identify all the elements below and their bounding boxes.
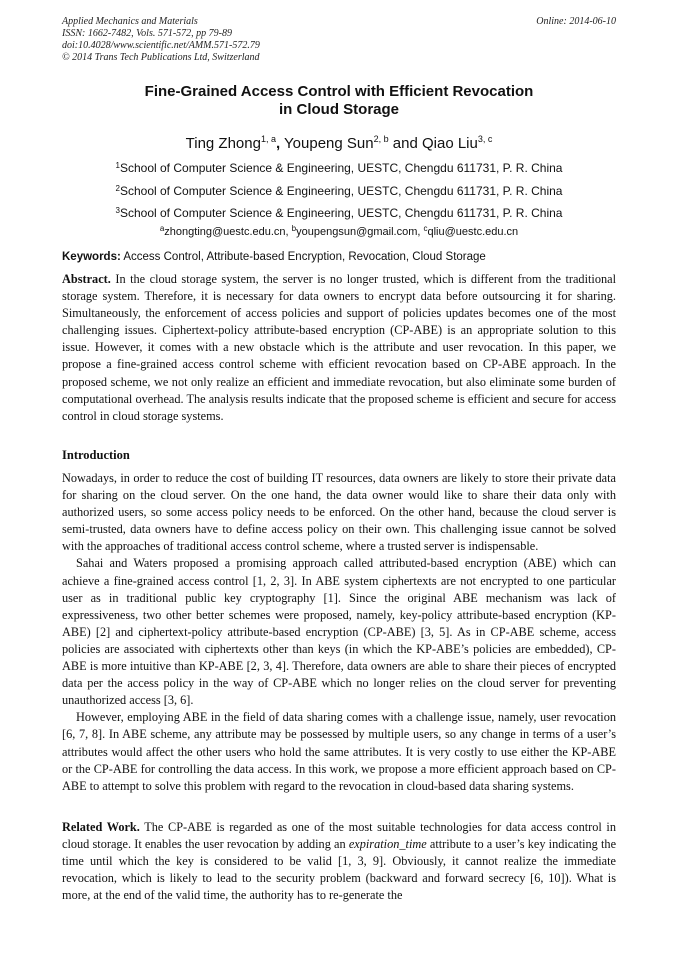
author-separator: , (275, 135, 281, 152)
author-name: Youpeng Sun (284, 135, 374, 152)
abstract-paragraph (62, 271, 616, 425)
intro-paragraph-3: However, employing ABE in the field of data sharing comes with a challenge issue, namely, user revocation [6, 7, 8]. In ABE scheme, any attribute may be possessed by multiple users, so any change in terms of a user’s attributes would affect the other users who hold the same attributes. It is very costly to use either the KP-ABE or the CP-ABE for controlling the data access. In this work, we propose a more efficient approach based on CP-ABE to attempt to solve this problem with regard to the revocation in cloud-based data sharing systems. (62, 710, 616, 793)
issn-line: ISSN: 1662-7482, Vols. 571-572, pp 79-89 (62, 28, 232, 39)
affiliation-line (72, 156, 606, 179)
author-list (72, 130, 606, 153)
author-name: Qiao Liu (421, 135, 478, 152)
email-marker: a (159, 224, 165, 233)
author-name: Ting Zhong (185, 135, 261, 152)
affiliation-list (72, 156, 606, 224)
related-work-label: Related Work. (62, 820, 140, 834)
email-address[interactable]: zhongting@uestc.edu.cn (164, 226, 286, 238)
journal-masthead (62, 16, 616, 64)
keywords-label: Keywords: (62, 251, 121, 263)
journal-name: Applied Mechanics and Materials (62, 16, 198, 27)
affiliation-line (72, 179, 606, 202)
related-work-italic-term: expiration_time (348, 837, 427, 852)
introduction-heading: Introduction (62, 448, 130, 462)
related-work-text-a: The CP-ABE is regarded as one of the most suitable technologies for data access control in cloud storage. It enables the user revocation by adding an (62, 820, 616, 852)
introduction-section (62, 470, 616, 795)
related-work-text-b: attribute to a user’s key indicating the time until which the key is considered to be valid [1, 3, 9]. Obviously, it cannot realize the immediate revocation, which is likely to lead to the security problem (backward and forward secrecy [6, 10]). What is more, at the end of the valid time, the authority has to re-generate the (62, 837, 617, 903)
email-marker: b (291, 224, 297, 233)
related-work-section (62, 819, 616, 904)
email-marker: c (423, 224, 428, 233)
intro-paragraph-2: Sahai and Waters proposed a promising approach called attributed-based encryption (ABE) which can achieve a fine-grained access control [1, 2, 3]. In ABE system ciphertexts are not encrypted to one particular user as in traditional public key cryptography [1]. Since the original ABE mechanism was lack of expressiveness, two other better schemes were proposed, namely, key-policy attribute-based encryption (KP-ABE) [2] and ciphertext-policy attribute-based encryption (CP-ABE) [3, 5]. As in CP-ABE scheme, access policies are associated with ciphertexts other than keys (in which the KP-ABE’s policies are embedded), CP-ABE is more intuitive than KP-ABE [2, 3, 4]. Therefore, data owners are able to share their pieces of encrypted data per the access policy in the way of CP-ABE which no longer relies on the cloud server for preventing unauthorized access [3, 6]. (62, 556, 616, 708)
affiliation-marker: 1 (115, 161, 120, 170)
email-address[interactable]: youpengsun@gmail.com (296, 226, 418, 238)
author-affiliation-marker: 1, a (260, 134, 276, 144)
paper-title-line-1: Fine-Grained Access Control with Efficient Revocation (144, 83, 534, 100)
doi-line: doi:10.4028/www.scientific.net/AMM.571-572.79 (62, 40, 260, 51)
keywords-line (62, 248, 616, 266)
email-list: $^a$zhongting@uestc.edu.cn, $^b$youpengsun@gmail.com, $^c$qliu@uestc.edu.cn (159, 224, 519, 238)
author-affiliation-marker: 2, b (373, 134, 389, 144)
affiliation-text: School of Computer Science & Engineering, UESTC, Chengdu 611731, P. R. China (119, 206, 563, 220)
author-affiliation-marker: 3, c (477, 134, 493, 144)
paper-title (72, 83, 606, 119)
abstract (62, 271, 616, 425)
email-address[interactable]: qliu@uestc.edu.cn (427, 226, 519, 238)
author-separator: and (388, 135, 418, 152)
related-work-paragraph (62, 819, 616, 904)
affiliation-text: School of Computer Science & Engineering, UESTC, Chengdu 611731, P. R. China (119, 161, 563, 175)
abstract-text: In the cloud storage system, the server is no longer trusted, which is different from the traditional storage system. Therefore, it is necessary for data owners to encrypt data before outsourcing it for sharing. Simultaneously, the enforcement of access policies and support of policies updates becomes one of the most challenging issues. Ciphertext-policy attribute-based encryption (CP-ABE) is an appropriate solution to this issue. However, it comes with a new obstacle which is the attribute and user revocation. In this paper, we propose a fine-grained access control scheme with efficient revocation based on CP-ABE approach. In the proposed scheme, we not only realize an efficient and immediate revocation, but also eliminate some burden of computational overhead. The analysis results indicate that the proposed scheme is efficient and secure for access control in cloud storage systems. (62, 272, 616, 423)
affiliation-text: School of Computer Science & Engineering, UESTC, Chengdu 611731, P. R. China (119, 183, 563, 198)
paper-title-line-2: in Cloud Storage (279, 101, 399, 118)
affiliation-marker: 3 (115, 206, 120, 215)
keywords-text: Access Control, Attribute-based Encryption, Revocation, Cloud Storage (123, 251, 486, 263)
intro-paragraph-1: Nowadays, in order to reduce the cost of building IT resources, data owners are likely to store their private data for sharing on the cloud server. On the one hand, the data owner would like to share their data only with authorized users, so some access policy needs to be enforced. On the other hand, because the cloud server is semi-trusted, data owners have to define access policy on their own. This challenging issue cannot be solved with the approaches of traditional access control scheme, where a trusted server is indispensable. (62, 471, 616, 554)
copyright-line: © 2014 Trans Tech Publications Ltd, Switzerland (62, 52, 260, 63)
affiliation-marker: 2 (115, 183, 120, 193)
online-date: Online: 2014-06-10 (536, 16, 616, 27)
abstract-label: Abstract. (62, 272, 111, 286)
